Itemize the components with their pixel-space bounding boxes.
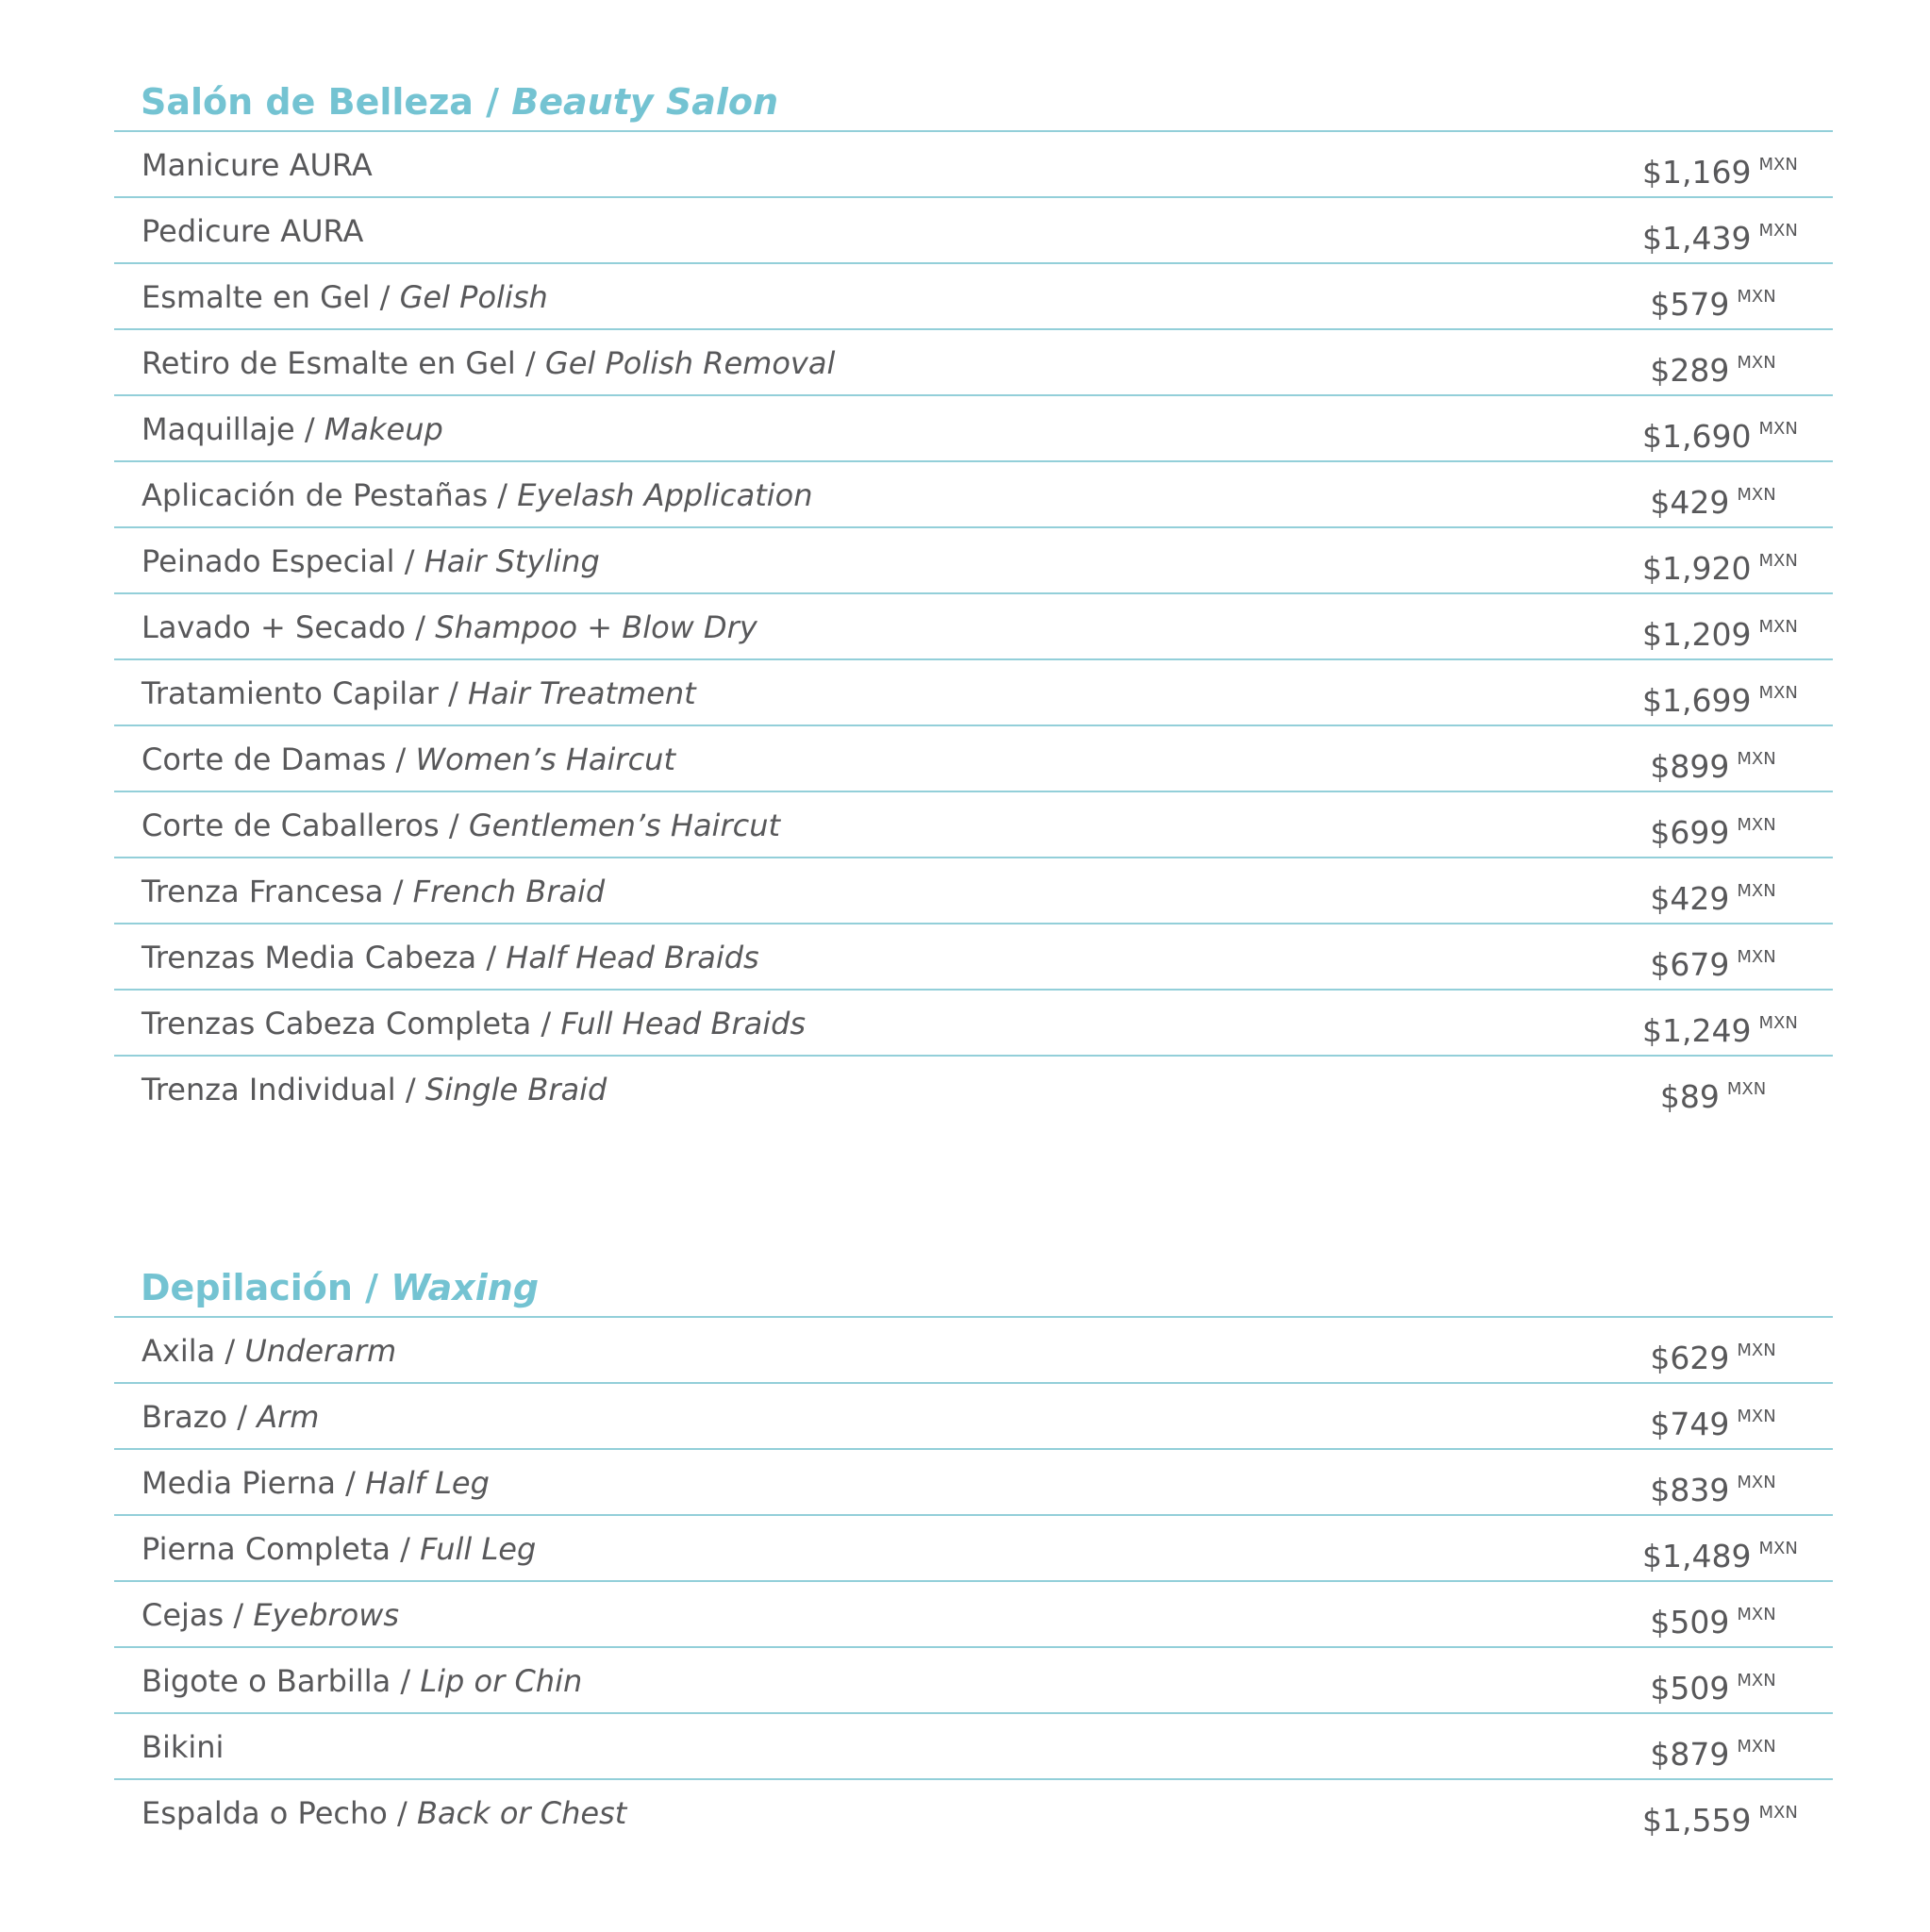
service-name-en: Gentlemen’s Haircut	[468, 808, 781, 843]
service-name-en: Underarm	[244, 1333, 397, 1369]
service-name-es: Axila	[141, 1333, 216, 1369]
service-name	[141, 144, 373, 186]
service-row	[114, 991, 1833, 1057]
service-name-en: Makeup	[324, 411, 443, 447]
service-list	[114, 1318, 1833, 1846]
service-name-en: Back or Chest	[416, 1795, 627, 1831]
service-name	[141, 1594, 399, 1636]
service-name-es: Trenza Francesa	[141, 874, 384, 909]
name-separator: /	[335, 1465, 366, 1501]
price-amount: $1,559	[1642, 1802, 1752, 1839]
service-row	[114, 858, 1833, 924]
service-row	[114, 330, 1833, 396]
price-amount: $289	[1650, 352, 1730, 389]
currency-label: MXN	[1758, 1803, 1798, 1823]
service-name-en: Shampoo + Blow Dry	[435, 609, 757, 645]
service-name-en: French Braid	[412, 874, 606, 909]
price-amount: $899	[1650, 748, 1730, 785]
service-price	[1642, 805, 1784, 854]
service-price	[1642, 408, 1798, 458]
service-price	[1642, 210, 1798, 259]
service-row	[114, 1057, 1833, 1123]
name-separator: /	[386, 741, 416, 777]
service-name	[141, 607, 757, 648]
price-amount: $1,169	[1642, 154, 1752, 191]
price-amount: $429	[1650, 484, 1730, 521]
service-row	[114, 1648, 1833, 1714]
service-row	[114, 528, 1833, 594]
currency-label: MXN	[1758, 155, 1798, 175]
price-amount: $879	[1650, 1736, 1730, 1773]
name-separator: /	[387, 1795, 417, 1831]
service-row	[114, 660, 1833, 726]
service-name-en: Full Head Braids	[560, 1006, 807, 1041]
service-name-es: Trenzas Cabeza Completa	[141, 1006, 532, 1041]
section-title: Salón de Belleza / Beauty Salon	[114, 66, 1833, 132]
service-price	[1642, 541, 1798, 590]
currency-label: MXN	[1737, 1341, 1776, 1360]
service-name	[141, 1528, 536, 1570]
name-separator: /	[439, 808, 469, 843]
service-name	[141, 1726, 224, 1768]
service-price	[1642, 1660, 1784, 1709]
service-row	[114, 792, 1833, 858]
currency-label: MXN	[1758, 683, 1798, 703]
service-price	[1642, 1069, 1784, 1118]
service-name-en: Full Leg	[420, 1531, 537, 1567]
service-name-en: Gel Polish	[399, 279, 548, 315]
name-separator: /	[438, 675, 469, 711]
service-row	[114, 1450, 1833, 1516]
service-row	[114, 594, 1833, 660]
price-amount: $509	[1650, 1670, 1730, 1707]
service-name	[141, 739, 675, 780]
service-name-en: Arm	[257, 1399, 320, 1435]
currency-label: MXN	[1758, 1539, 1798, 1558]
service-row	[114, 462, 1833, 528]
waxing-section	[114, 1252, 1833, 1846]
service-price	[1642, 1330, 1784, 1379]
service-price	[1642, 739, 1784, 788]
service-row	[114, 396, 1833, 462]
name-separator: /	[476, 940, 507, 975]
service-name	[141, 276, 548, 318]
price-amount: $429	[1650, 880, 1730, 917]
price-amount: $1,249	[1642, 1012, 1752, 1049]
currency-label: MXN	[1758, 551, 1798, 571]
service-price	[1642, 342, 1784, 391]
name-separator: /	[391, 1663, 421, 1699]
service-name	[141, 1792, 626, 1834]
service-name	[141, 1660, 582, 1702]
price-amount: $839	[1650, 1472, 1730, 1508]
service-name-en: Single Braid	[424, 1072, 607, 1108]
service-name-es: Retiro de Esmalte en Gel	[141, 345, 516, 381]
service-name-es: Esmalte en Gel	[141, 279, 371, 315]
service-name	[141, 342, 835, 384]
service-price	[1642, 871, 1784, 920]
service-name	[141, 210, 363, 252]
service-price	[1642, 673, 1798, 722]
service-price	[1642, 475, 1784, 524]
name-separator: /	[515, 345, 545, 381]
service-name-es: Tratamiento Capilar	[141, 675, 439, 711]
currency-label: MXN	[1726, 1079, 1767, 1099]
service-name-es: Trenzas Media Cabeza	[141, 940, 477, 975]
price-amount: $629	[1650, 1340, 1730, 1376]
currency-label: MXN	[1737, 1407, 1776, 1426]
service-name	[141, 937, 759, 978]
service-name	[141, 1330, 396, 1372]
service-price	[1642, 1726, 1784, 1775]
currency-label: MXN	[1737, 947, 1776, 967]
service-price	[1642, 1594, 1784, 1643]
section-title: Depilación / Waxing	[114, 1252, 1833, 1318]
service-list	[114, 132, 1833, 1123]
price-amount: $699	[1650, 814, 1730, 851]
price-amount: $1,209	[1642, 616, 1752, 653]
currency-label: MXN	[1737, 1473, 1776, 1492]
service-name	[141, 871, 605, 912]
service-name-es: Brazo	[141, 1399, 228, 1435]
currency-label: MXN	[1737, 815, 1776, 835]
currency-label: MXN	[1737, 287, 1776, 307]
service-price	[1642, 1528, 1798, 1577]
service-row	[114, 1582, 1833, 1648]
service-row	[114, 132, 1833, 198]
name-separator: /	[488, 477, 518, 513]
service-name	[141, 1462, 490, 1504]
price-amount: $1,439	[1642, 220, 1752, 257]
service-price	[1642, 1792, 1798, 1841]
service-row	[114, 264, 1833, 330]
service-name-es: Corte de Caballeros	[141, 808, 440, 843]
service-name	[141, 673, 696, 714]
service-name-es: Manicure AURA	[141, 147, 373, 183]
name-separator: /	[383, 874, 413, 909]
service-name	[141, 1069, 607, 1110]
beauty-salon-section	[114, 66, 1833, 1123]
service-row	[114, 1318, 1833, 1384]
service-name-es: Cejas	[141, 1597, 225, 1633]
service-name-en: Hair Treatment	[468, 675, 696, 711]
name-separator: /	[224, 1597, 254, 1633]
currency-label: MXN	[1737, 1671, 1776, 1690]
price-amount: $749	[1650, 1406, 1730, 1442]
service-name-es: Corte de Damas	[141, 741, 387, 777]
service-price	[1642, 276, 1784, 325]
service-row	[114, 1780, 1833, 1846]
currency-label: MXN	[1758, 221, 1798, 241]
service-name-en: Eyebrows	[253, 1597, 400, 1633]
price-amount: $679	[1650, 946, 1730, 983]
currency-label: MXN	[1737, 749, 1776, 769]
service-name-en: Hair Styling	[424, 543, 600, 579]
currency-label: MXN	[1737, 485, 1776, 505]
service-name-es: Bikini	[141, 1729, 225, 1765]
price-amount: $579	[1650, 286, 1730, 323]
service-name-en: Eyelash Application	[517, 477, 813, 513]
service-name	[141, 475, 813, 516]
service-name-es: Lavado + Secado	[141, 609, 407, 645]
name-separator: /	[395, 1072, 425, 1108]
service-name-es: Pedicure AURA	[141, 213, 364, 249]
currency-label: MXN	[1758, 1013, 1798, 1033]
price-amount: $1,489	[1642, 1538, 1752, 1574]
service-row	[114, 1714, 1833, 1780]
currency-label: MXN	[1737, 1605, 1776, 1624]
service-name-en: Women’s Haircut	[415, 741, 675, 777]
name-separator: /	[531, 1006, 561, 1041]
name-separator: /	[390, 1531, 421, 1567]
service-name-es: Espalda o Pecho	[141, 1795, 388, 1831]
service-name-en: Half Leg	[365, 1465, 490, 1501]
service-name-es: Peinado Especial	[141, 543, 395, 579]
name-separator: /	[406, 609, 436, 645]
name-separator: /	[394, 543, 424, 579]
service-name	[141, 1003, 806, 1044]
service-row	[114, 924, 1833, 991]
service-row	[114, 1516, 1833, 1582]
currency-label: MXN	[1758, 419, 1798, 439]
service-name	[141, 1396, 319, 1438]
name-separator: /	[227, 1399, 258, 1435]
service-name	[141, 408, 443, 450]
service-name-en: Gel Polish Removal	[544, 345, 836, 381]
service-name	[141, 541, 600, 582]
service-price	[1642, 937, 1784, 986]
name-separator: /	[294, 411, 324, 447]
service-name-es: Pierna Completa	[141, 1531, 391, 1567]
service-name	[141, 805, 780, 846]
service-price	[1642, 1396, 1784, 1445]
currency-label: MXN	[1737, 353, 1776, 373]
service-name-en: Half Head Braids	[506, 940, 759, 975]
price-amount: $89	[1659, 1078, 1720, 1115]
price-amount: $1,699	[1642, 682, 1752, 719]
currency-label: MXN	[1737, 1737, 1776, 1757]
service-price	[1642, 1003, 1798, 1052]
service-row	[114, 726, 1833, 792]
service-name-es: Maquillaje	[141, 411, 295, 447]
currency-label: MXN	[1758, 617, 1798, 637]
price-amount: $509	[1650, 1604, 1730, 1641]
currency-label: MXN	[1737, 881, 1776, 901]
name-separator: /	[370, 279, 400, 315]
price-amount: $1,920	[1642, 550, 1752, 587]
service-price	[1642, 1462, 1784, 1511]
service-price	[1642, 607, 1798, 656]
service-name-es: Media Pierna	[141, 1465, 336, 1501]
service-row	[114, 198, 1833, 264]
service-row	[114, 1384, 1833, 1450]
name-separator: /	[215, 1333, 245, 1369]
price-amount: $1,690	[1642, 418, 1752, 455]
service-name-es: Trenza Individual	[141, 1072, 396, 1108]
service-name-en: Lip or Chin	[420, 1663, 583, 1699]
service-name-es: Aplicación de Pestañas	[141, 477, 489, 513]
service-price	[1642, 144, 1798, 193]
service-name-es: Bigote o Barbilla	[141, 1663, 391, 1699]
